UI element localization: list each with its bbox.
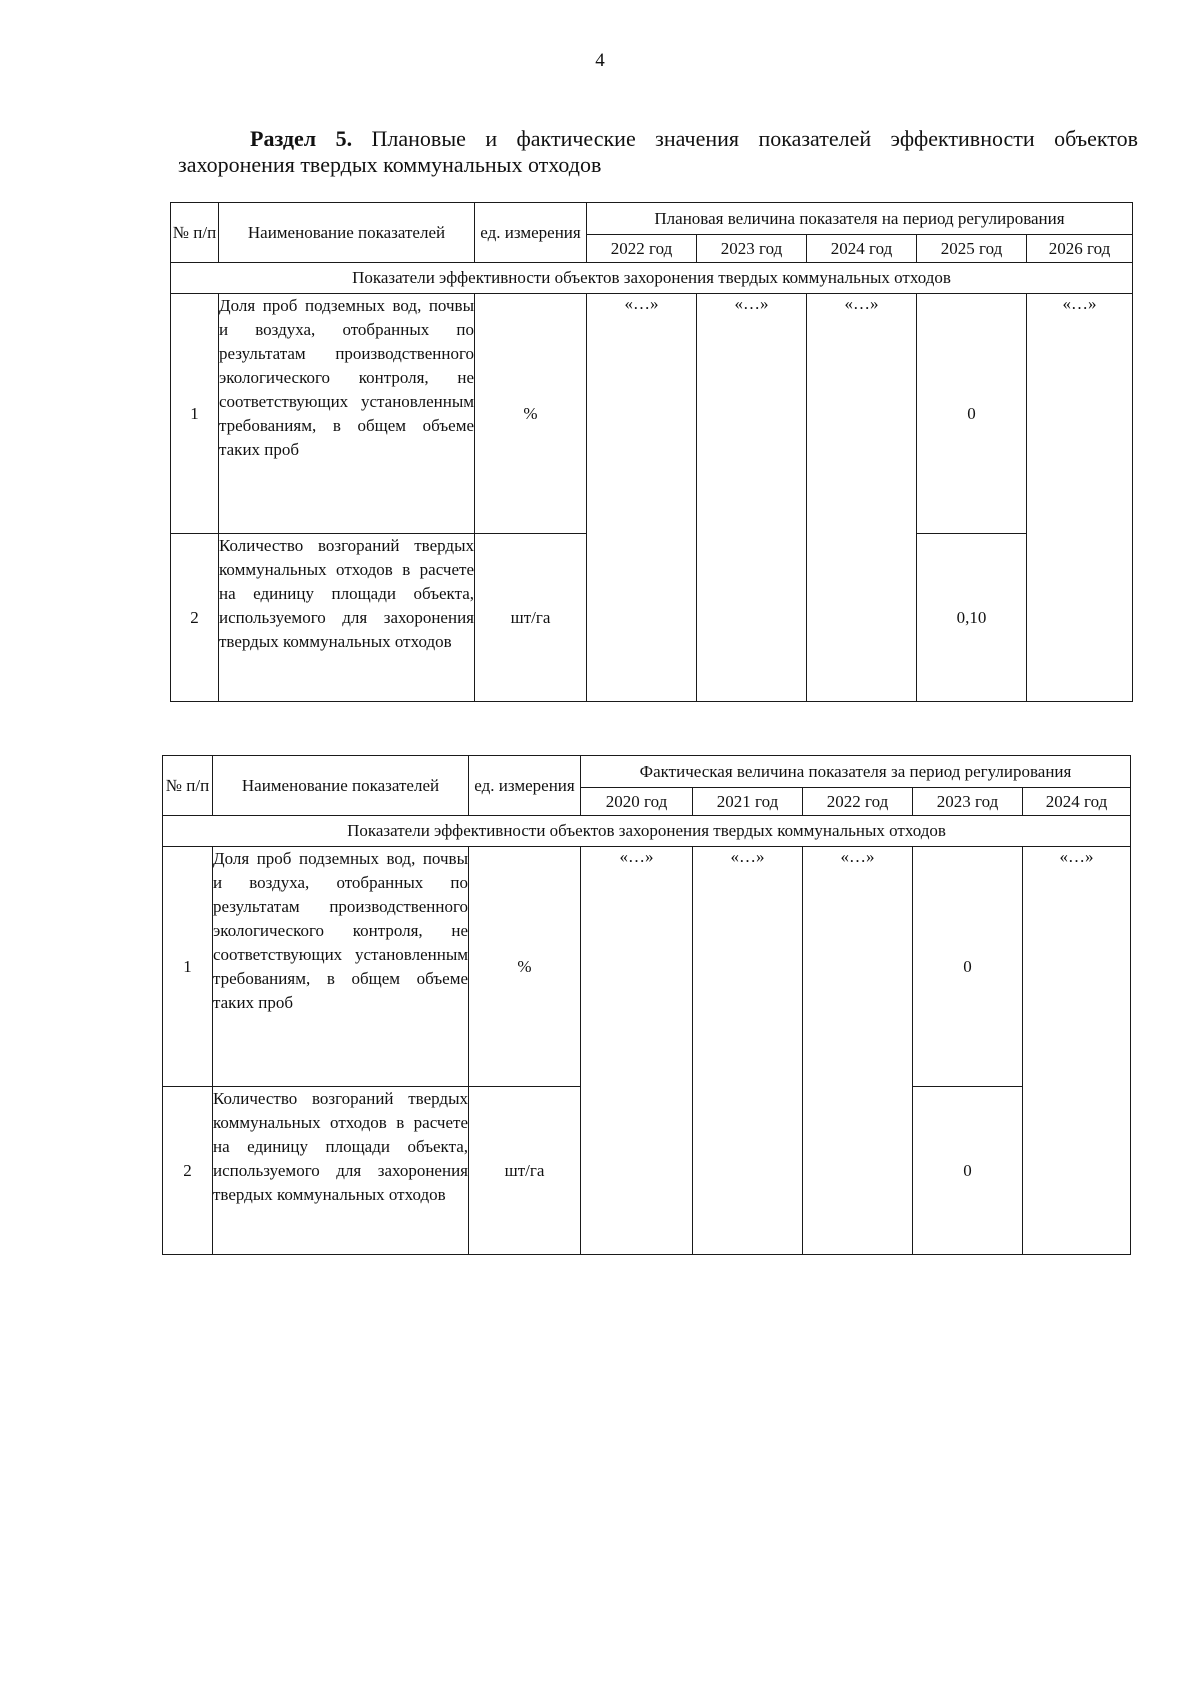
value-cell: «…» [807, 294, 917, 702]
unit-cell: % [469, 847, 581, 1087]
unit-cell: шт/га [475, 534, 587, 702]
unit-cell: шт/га [469, 1087, 581, 1255]
year-header: 2021 год [693, 788, 803, 816]
value-cell: 0 [917, 294, 1027, 534]
section-title-text: Плановые и фактические значения показателей эффективности объектов [371, 126, 1139, 151]
indicator-name: Доля проб подземных вод, почвы и воздуха, отобранных по результатам производственного экологического контроля, не соответствующих установленным требованиям, в общем объеме таких проб [213, 847, 469, 1087]
col-unit-header: ед. измерения [475, 203, 587, 263]
row-num: 2 [163, 1087, 213, 1255]
indicator-name: Количество возгораний твердых коммунальных отходов в расчете на единицу площади объекта, используемого для захоронения твердых коммунальных отходов [219, 534, 475, 702]
section-title-line1 [178, 126, 1138, 152]
value-cell: «…» [581, 847, 693, 1255]
value-cell: «…» [693, 847, 803, 1255]
period-header: Фактическая величина показателя за период регулирования [581, 756, 1131, 788]
col-num-header: № п/п [171, 203, 219, 263]
year-header: 2025 год [917, 235, 1027, 263]
year-header: 2024 год [807, 235, 917, 263]
indicator-name: Доля проб подземных вод, почвы и воздуха, отобранных по результатам производственного экологического контроля, не соответствующих установленным требованиям, в общем объеме таких проб [219, 294, 475, 534]
col-name-header: Наименование показателей [219, 203, 475, 263]
indicator-name: Количество возгораний твердых коммунальных отходов в расчете на единицу площади объекта, используемого для захоронения твердых коммунальных отходов [213, 1087, 469, 1255]
value-cell: «…» [1027, 294, 1133, 702]
section-title [178, 126, 1138, 178]
period-header: Плановая величина показателя на период регулирования [587, 203, 1133, 235]
value-cell: «…» [1023, 847, 1131, 1255]
value-cell: «…» [587, 294, 697, 702]
planned-values-table [170, 202, 1133, 702]
year-header: 2020 год [581, 788, 693, 816]
row-num: 1 [163, 847, 213, 1087]
page-number: 4 [595, 50, 605, 71]
col-num-header: № п/п [163, 756, 213, 816]
col-unit-header: ед. измерения [469, 756, 581, 816]
value-cell: 0 [913, 1087, 1023, 1255]
value-cell: «…» [803, 847, 913, 1255]
value-cell: 0 [913, 847, 1023, 1087]
year-header: 2022 год [587, 235, 697, 263]
year-header: 2024 год [1023, 788, 1131, 816]
year-header: 2023 год [697, 235, 807, 263]
unit-cell: % [475, 294, 587, 534]
actual-values-table [162, 755, 1131, 1255]
value-cell: 0,10 [917, 534, 1027, 702]
section-title-line2: захоронения твердых коммунальных отходов [178, 152, 602, 177]
group-title: Показатели эффективности объектов захоронения твердых коммунальных отходов [163, 816, 1131, 847]
value-cell: «…» [697, 294, 807, 702]
year-header: 2022 год [803, 788, 913, 816]
row-num: 2 [171, 534, 219, 702]
year-header: 2026 год [1027, 235, 1133, 263]
row-num: 1 [171, 294, 219, 534]
col-name-header: Наименование показателей [213, 756, 469, 816]
section-label: Раздел 5. [250, 126, 353, 151]
group-title: Показатели эффективности объектов захоронения твердых коммунальных отходов [171, 263, 1133, 294]
year-header: 2023 год [913, 788, 1023, 816]
